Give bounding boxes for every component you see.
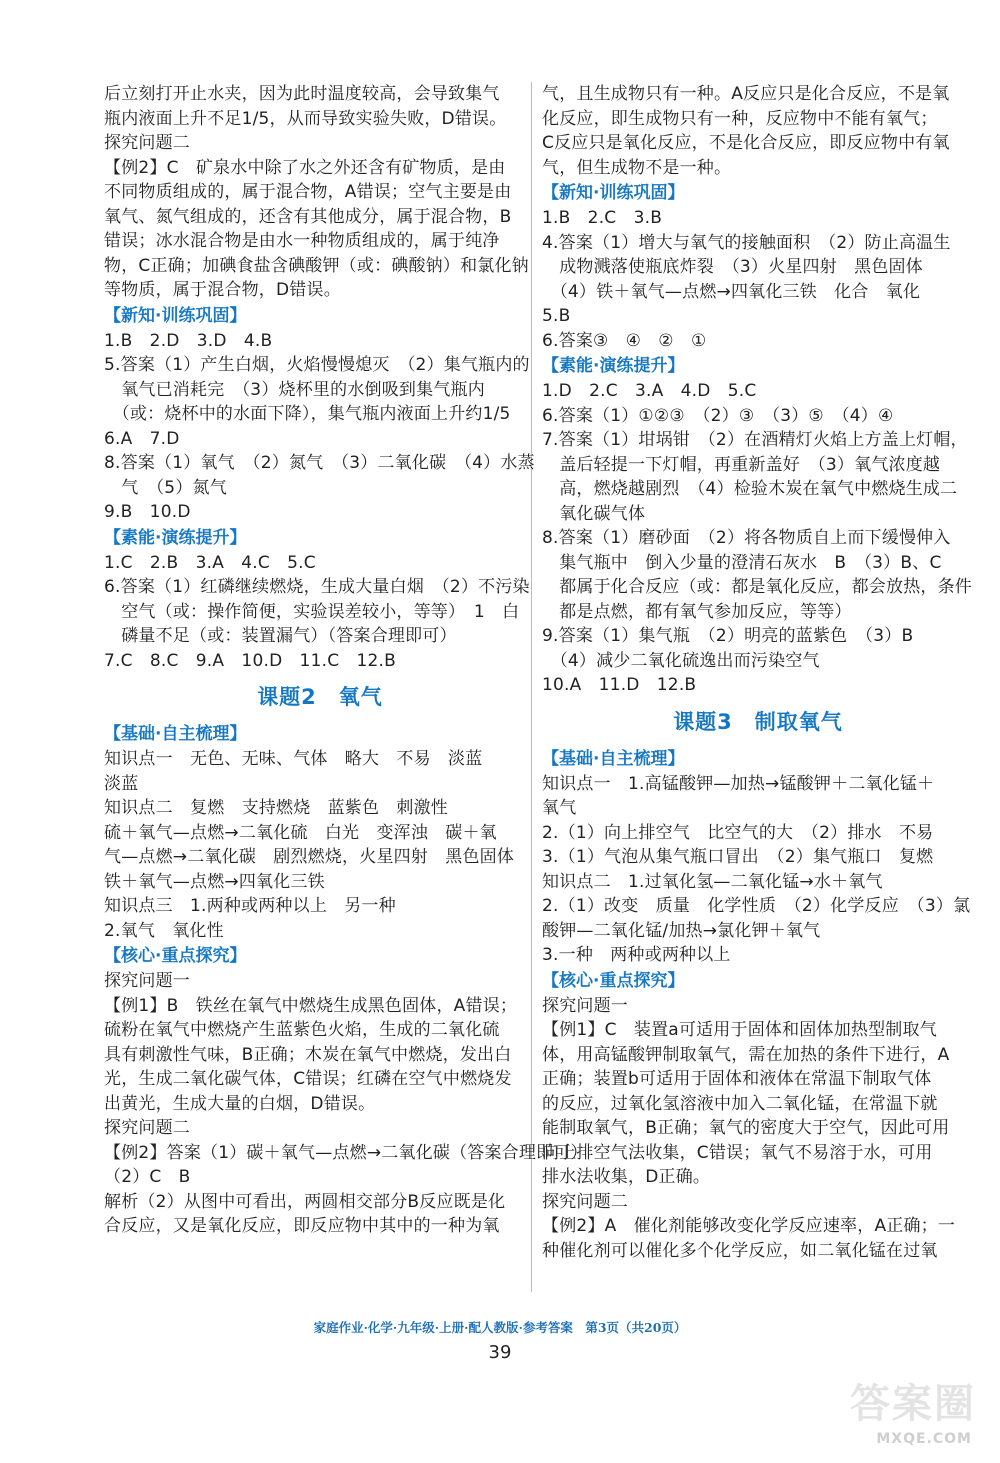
text-line: 具有刺激性气味，B正确；木炭在氧气中燃烧，发出白 <box>104 1044 512 1065</box>
text-line: 3.（1）气泡从集气瓶口冒出 （2）集气瓶口 复燃 <box>542 847 934 867</box>
text-line: 1.B 2.D 3.D 4.B <box>104 330 273 351</box>
text-line: 氧气、氮气组成的，还含有其他成分，属于混合物，B <box>104 206 512 227</box>
text-line: 气，且生成物只有一种。A反应只是化合反应，不是氧 <box>542 84 950 104</box>
section-heading: 【基础·自主梳理】 <box>104 724 247 744</box>
text-line: 硫粉在氧气中燃烧产生蓝紫色火焰，生成的二氧化硫 <box>104 1020 500 1040</box>
section-heading: 【核心·重点探究】 <box>542 970 685 991</box>
text-line: 气—点燃→二氧化碳 剧烈燃烧，火星四射 黑色固体 <box>104 847 515 867</box>
watermark-big: 答案圈 <box>850 1381 976 1427</box>
text-line: 铁＋氧气—点燃→四氧化三铁 <box>104 871 325 892</box>
text-line: 成物溅落使瓶底炸裂 （3）火星四射 黑色固体 <box>542 257 923 277</box>
text-line: 6.答案③ ④ ② ① <box>542 330 707 351</box>
text-line: 5.答案（1）产生白烟，火焰慢慢熄灭 （2）集气瓶内的 <box>104 355 530 375</box>
text-line: 8.答案（1）磨砂面 （2）将各物质自上而下缓慢伸入 <box>542 528 951 548</box>
text-line: 能制取氧气，B正确；氧气的密度大于空气，因此可用 <box>542 1118 950 1138</box>
text-line: 6.A 7.D <box>104 428 180 449</box>
text-line: 【例2】答案（1）碳＋氧气—点燃→二氧化碳（答案合理即可） <box>104 1142 588 1163</box>
text-line: 空气（或：操作简便，实验误差较小，等等） 1 白 <box>104 601 520 622</box>
text-line: 2.（1）向上排空气 比空气的大 （2）排水 不易 <box>542 822 934 843</box>
text-line: 合反应，又是氧化反应，即反应物中其中的一种为氧 <box>104 1216 500 1236</box>
lesson-heading: 课题3 制取氧气 <box>673 709 843 734</box>
text-line: 解析（2）从图中可看出，两圆相交部分B反应既是化 <box>104 1191 506 1212</box>
section-heading: 【新知·训练巩固】 <box>542 183 685 203</box>
text-line: 出黄光，生成大量的白烟，D错误。 <box>104 1093 376 1114</box>
text-line: 5.B <box>542 306 571 326</box>
text-line: 1.B 2.C 3.B <box>542 208 663 228</box>
text-line: 探究问题二 <box>104 133 190 153</box>
section-heading: 【核心·重点探究】 <box>104 946 247 966</box>
text-line: （或：烧杯中的水面下降），集气瓶内液面上升约1/5 <box>104 404 511 424</box>
text-line: 排水法收集，D正确。 <box>542 1167 711 1187</box>
text-line: 等物质，属于混合物，D错误。 <box>104 280 341 300</box>
text-line: 2.（1）改变 质量 化学性质 （2）化学反应 （3）氯 <box>542 896 971 916</box>
section-heading: 【素能·演练提升】 <box>104 527 247 548</box>
text-line: 【例2】C 矿泉水中除了水之外还含有矿物质，是由 <box>104 157 506 178</box>
text-line: 3.一种 两种或两种以上 <box>542 945 731 965</box>
text-line: 探究问题一 <box>542 995 628 1016</box>
text-line: 氧化碳气体 <box>542 503 646 524</box>
text-line: 氧气 <box>542 798 577 818</box>
text-line: 都是点燃，都有氧气参加反应，等等） <box>542 601 852 622</box>
text-line: 集气瓶中 倒入少量的澄清石灰水 B （3）B、C <box>542 552 942 573</box>
section-heading: 【基础·自主梳理】 <box>542 748 685 769</box>
watermark-url: MXQE.COM <box>876 1431 972 1447</box>
text-line: 知识点二 1.过氧化氢—二氧化锰→水＋氧气 <box>542 871 883 892</box>
section-heading: 【新知·训练巩固】 <box>104 305 247 326</box>
text-line: 错误；冰水混合物是由水一种物质组成的，属于纯净 <box>104 231 500 251</box>
text-line: 【例2】A 催化剂能够改变化学反应速率，A正确；一 <box>542 1216 956 1236</box>
section-heading: 【素能·演练提升】 <box>542 356 685 376</box>
text-line: 9.B 10.D <box>104 502 191 522</box>
text-line: 2.氧气 氧化性 <box>104 920 224 941</box>
text-line: 的反应，过氧化氢溶液中加入二氧化锰，在常温下就 <box>542 1093 938 1114</box>
text-line: 物，C正确；加碘食盐含碘酸钾（或：碘酸钠）和氯化钠 <box>104 255 529 276</box>
text-line: 向上排空气法收集，C错误；氧气不易溶于水，可用 <box>542 1142 933 1163</box>
text-line: 知识点一 无色、无味、气体 略大 不易 淡蓝 <box>104 749 483 769</box>
text-line: 氧气已消耗完 （3）烧杯里的水倒吸到集气瓶内 <box>104 379 485 400</box>
text-line: 淡蓝 <box>104 773 139 794</box>
text-line: 1.C 2.B 3.A 4.C 5.C <box>104 552 316 573</box>
text-line: 正确；装置b可适用于固体和液体在常温下制取气体 <box>542 1069 932 1089</box>
text-line: 气 （5）氮气 <box>104 477 227 498</box>
text-line: （2）C B <box>104 1167 191 1187</box>
lesson-heading: 课题2 氧气 <box>257 685 383 709</box>
text-line: 高，燃烧越剧烈 （4）检验木炭在氧气中燃烧生成二 <box>542 479 958 499</box>
text-line: 6.答案（1）红磷继续燃烧，生成大量白烟 （2）不污染 <box>104 577 530 597</box>
text-line: 盖后轻提一下灯帽，再重新盖好 （3）氧气浓度越 <box>542 454 941 475</box>
text-line: 7.C 8.C 9.A 10.D 11.C 12.B <box>104 650 396 671</box>
text-line: 6.答案（1）①②③ （2）③ （3）⑤ （4）④ <box>542 405 894 426</box>
text-line: 酸钾—二氧化锰/加热→氯化钾＋氧气 <box>542 920 821 941</box>
text-line: 都属于化合反应（或：都是氧化反应，都会放热，条件 <box>542 577 972 597</box>
text-line: 瓶内液面上升不足1/5，从而导致实验失败，D错误。 <box>104 108 507 129</box>
text-line: 8.答案（1）氧气 （2）氮气 （3）二氧化碳 （4）水蒸 <box>104 453 535 473</box>
text-line: C反应只是氧化反应，不是化合反应，即反应物中有氧 <box>542 133 950 153</box>
right-column <box>542 82 974 1263</box>
text-line: 化反应，即生成物只有一种，反应物中不能有氧气； <box>542 108 938 129</box>
text-line: 不同物质组成的，属于混合物，A错误；空气主要是由 <box>104 182 512 202</box>
text-line: 硫＋氧气—点燃→二氧化硫 白光 变浑浊 碳＋氧 <box>104 822 497 843</box>
text-line: 探究问题一 <box>104 971 190 991</box>
watermark-logo <box>820 1373 990 1453</box>
text-line: 知识点一 1.高锰酸钾—加热→锰酸钾＋二氧化锰＋ <box>542 773 935 794</box>
text-line: 探究问题二 <box>542 1191 628 1212</box>
text-line: 光，生成二氧化碳气体，C错误；红磷在空气中燃烧发 <box>104 1069 512 1089</box>
text-line: 【例1】B 铁丝在氧气中燃烧生成黑色固体，A错误； <box>104 995 518 1016</box>
text-line: 知识点三 1.两种或两种以上 另一种 <box>104 896 396 916</box>
text-line: 4.答案（1）增大与氧气的接触面积 （2）防止高温生 <box>542 232 951 253</box>
text-line: 气，但生成物不是一种。 <box>542 157 732 178</box>
text-line: 9.答案（1）集气瓶 （2）明亮的蓝紫色 （3）B <box>542 626 914 646</box>
text-line: 7.答案（1）坩埚钳 （2）在酒精灯火焰上方盖上灯帽， <box>542 430 968 450</box>
text-line: 探究问题二 <box>104 1118 190 1138</box>
text-line: 后立刻打开止水夹，因为此时温度较高，会导致集气 <box>104 84 500 104</box>
text-line: 【例1】C 装置a可适用于固体和固体加热型制取气 <box>542 1020 937 1040</box>
text-line: 种催化剂可以催化多个化学反应，如二氧化锰在过氧 <box>542 1240 938 1261</box>
text-line: （4）铁＋氧气—点燃→四氧化三铁 化合 氧化 <box>542 281 921 302</box>
text-line: 知识点二 复燃 支持燃烧 蓝紫色 刺激性 <box>104 798 448 818</box>
page-number: 39 <box>488 1342 512 1363</box>
text-line: 10.A 11.D 12.B <box>542 675 697 695</box>
text-line: 磷量不足（或：装置漏气）（答案合理即可） <box>104 626 457 646</box>
text-line: （4）减少二氧化硫逸出而污染空气 <box>542 650 820 671</box>
page-footer: 家庭作业·化学·九年级·上册·配人教版·参考答案 第3页（共20页） <box>313 1320 687 1335</box>
text-line: 1.D 2.C 3.A 4.D 5.C <box>542 381 757 401</box>
text-line: 体，用高锰酸钾制取氧气，需在加热的条件下进行，A <box>542 1044 950 1065</box>
